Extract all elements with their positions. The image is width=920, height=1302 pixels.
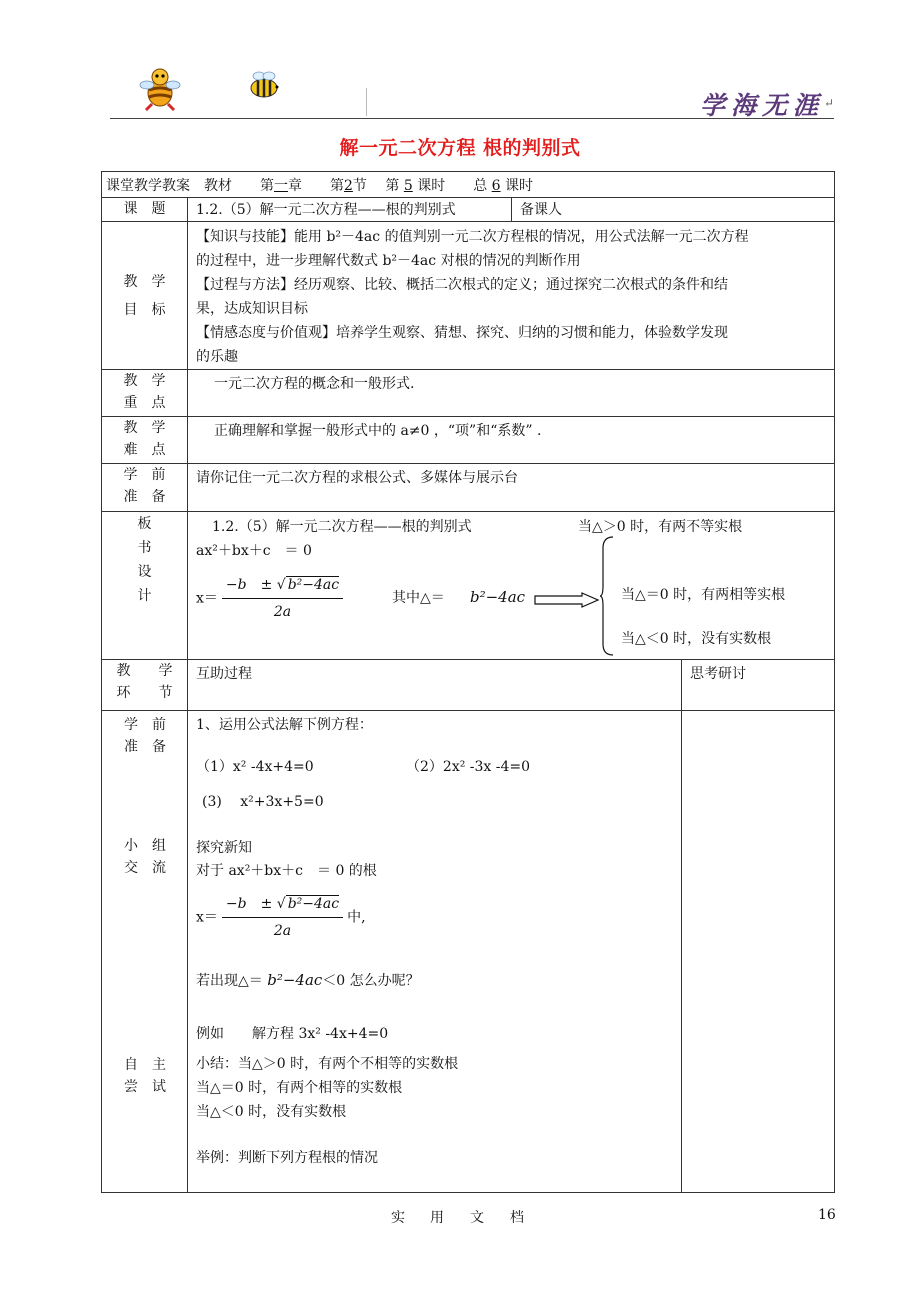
process-content [188, 711, 682, 1193]
process-example: 例如 解方程 3x² -4x+4=0 [196, 1026, 389, 1042]
process-frac-neg-b: −b [225, 896, 247, 912]
board-where: 其中△＝ [392, 590, 445, 606]
key-points-label [102, 370, 188, 417]
key-points-label-2: 重 点 [123, 395, 166, 411]
return-mark: ↵ [823, 96, 834, 110]
stage-preparation [102, 714, 188, 758]
info-row [102, 172, 835, 198]
process-header-right: 思考研讨 [682, 660, 835, 711]
objective-line-3: 【过程与方法】经历观察、比较、概括二次根式的定义；通过探究二次根式的条件和结 [196, 277, 728, 293]
preparation-value: 请你记住一元二次方程的求根公式、多媒体与展示台 [188, 464, 835, 512]
board-case-lt: 当△＜0 时，没有实数根 [621, 631, 772, 647]
stage-self [102, 1054, 188, 1098]
lesson-plan-table [101, 171, 835, 1193]
board-case-gt: 当△＞0 时，有两不等实根 [578, 519, 743, 535]
process-if-prefix: 若出现△＝ [196, 973, 263, 989]
topic-row [102, 198, 835, 222]
page-title: 解一元二次方程 根的判别式 [339, 137, 581, 159]
page-number: 16 [818, 1207, 836, 1223]
footer-char-3: 文 [470, 1210, 484, 1226]
info-prefix: 课堂教学教案 教材 第 [106, 178, 274, 194]
difficulties-row [102, 417, 835, 464]
process-in-suffix: 中, [347, 909, 366, 926]
bee-mascot-icon [138, 66, 182, 110]
process-eq-3: (3) x²+3x+5=0 [202, 794, 324, 810]
process-summary-2: 当△＝0 时，有两个相等的实数根 [196, 1080, 403, 1096]
header-rule [110, 118, 834, 119]
difficulties-label [102, 417, 188, 464]
stage-preparation-2: 准 备 [124, 739, 166, 755]
process-example-2: 举例：判断下列方程根的情况 [196, 1150, 378, 1166]
board-content [188, 512, 835, 660]
objective-line-4: 果，达成知识目标 [196, 301, 308, 317]
key-points-row [102, 370, 835, 417]
board-frac-denominator: 2a [273, 604, 292, 620]
total-lessons: 6 [491, 178, 501, 194]
process-if-suffix: ＜0 怎么办呢？ [322, 973, 420, 989]
process-formula [196, 893, 366, 942]
board-fraction: $\frac{\text{−b ± √ b²−4ac}}{2a}$ [222, 574, 343, 623]
process-stages [102, 711, 188, 1193]
board-frac-radicand: b²−4ac [287, 577, 340, 593]
process-notes-column [682, 711, 835, 1193]
process-frac-pm: ± [260, 896, 273, 912]
footer-char-2: 用 [430, 1210, 444, 1226]
objectives-label [102, 222, 188, 370]
process-frac-radicand: b²−4ac [287, 896, 340, 912]
difficulties-label-1: 教 学 [123, 420, 166, 436]
objective-line-1: 【知识与技能】能用 b²－4ac 的值判别一元二次方程根的情况，用公式法解一元二次方程 [196, 229, 749, 245]
process-if-expr: b²−4ac [267, 971, 323, 989]
board-label-2: 书 [137, 540, 152, 556]
stage-self-2: 尝 试 [124, 1079, 166, 1095]
chapter-suffix: 章 第 [288, 178, 344, 194]
board-label [102, 512, 188, 660]
section-suffix: 节 第 [352, 178, 400, 194]
topic-label: 课 题 [102, 198, 188, 222]
preparation-label-1: 学 前 [123, 467, 166, 483]
process-for-root: 对于 ax²＋bx＋c ＝ 0 的根 [196, 863, 377, 879]
process-summary-1: 小结：当△＞0 时，有两个不相等的实数根 [196, 1056, 459, 1072]
slogan-logo: 学海无涯 [699, 91, 824, 120]
objectives-content [188, 222, 835, 370]
stage-self-1: 自 主 [124, 1057, 166, 1073]
header-separator [366, 88, 367, 116]
footer-char-4: 档 [510, 1210, 524, 1226]
small-bee-icon [246, 70, 282, 100]
process-header-middle: 互助过程 [188, 660, 682, 711]
board-label-1: 板 [137, 516, 152, 532]
lesson-number: 5 [403, 178, 413, 194]
stage-group-2: 交 流 [124, 860, 166, 876]
process-if-line [196, 969, 420, 992]
key-points-value: 一元二次方程的概念和一般形式. [188, 370, 835, 417]
process-header-label-1: 教 学 [116, 663, 173, 679]
objectives-label-2: 目 标 [123, 301, 166, 318]
board-x-eq: x＝ [196, 590, 218, 607]
board-arrow-icon [534, 592, 600, 608]
board-heading: 1.2.（5）解一元二次方程——根的判别式 [212, 519, 472, 535]
section-number: 2 [344, 178, 353, 194]
board-formula [196, 574, 347, 623]
board-label-4: 计 [137, 588, 152, 604]
preparation-row [102, 464, 835, 512]
process-header-label [102, 660, 188, 711]
objective-line-2: 的过程中，进一步理解代数式 b²－4ac 对根的情况的判断作用 [196, 253, 581, 269]
stage-preparation-1: 学 前 [124, 717, 166, 733]
process-fraction: $\frac{\text{−b ± √ b²−4ac}}{2a}$ [222, 893, 343, 942]
process-header-row [102, 660, 835, 711]
process-summary-3: 当△＜0 时，没有实数根 [196, 1104, 347, 1120]
process-eq-2: （2）2x² -3x -4=0 [406, 759, 531, 775]
chapter-number: 一 [274, 178, 288, 194]
objective-line-5: 【情感态度与价值观】培养学生观察、猜想、探究、归纳的习惯和能力，体验数学发现 [196, 325, 728, 341]
board-delta-expr: b²−4ac [470, 588, 526, 606]
stage-group-1: 小 组 [124, 838, 166, 854]
board-case-eq: 当△＝0 时，有两相等实根 [621, 587, 786, 603]
lesson-suffix: 课时 总 [417, 178, 488, 194]
difficulties-label-2: 难 点 [123, 442, 166, 458]
topic-value: 1.2.（5）解一元二次方程——根的判别式 [188, 198, 512, 222]
board-row [102, 512, 835, 660]
footer-char-1: 实 [391, 1210, 405, 1226]
process-row [102, 711, 835, 1193]
process-task: 1、运用公式法解下例方程： [196, 717, 373, 733]
process-eq-1: （1）x² -4x+4=0 [196, 759, 314, 775]
preparation-label-2: 准 备 [123, 489, 166, 505]
board-frac-neg-b: −b [225, 577, 247, 593]
board-brace-icon [600, 536, 614, 656]
objective-line-6: 的乐趣 [196, 349, 238, 365]
board-frac-pm: ± [260, 577, 273, 593]
process-explore: 探究新知 [196, 840, 252, 856]
preparation-label [102, 464, 188, 512]
objectives-row [102, 222, 835, 370]
stage-group [102, 835, 188, 879]
preparer-label: 备课人 [512, 198, 835, 222]
key-points-label-1: 教 学 [123, 373, 166, 389]
total-suffix: 课时 [505, 178, 534, 194]
board-label-3: 设 [137, 564, 152, 580]
process-x-eq: x＝ [196, 909, 218, 926]
process-frac-denominator: 2a [273, 923, 292, 939]
objectives-label-1: 教 学 [123, 273, 166, 290]
board-equation: ax²＋bx＋c ＝ 0 [196, 543, 312, 559]
process-header-label-2: 环 节 [116, 685, 173, 701]
difficulties-value: 正确理解和掌握一般形式中的 a≠0 ，“项”和“系数” . [188, 417, 835, 464]
